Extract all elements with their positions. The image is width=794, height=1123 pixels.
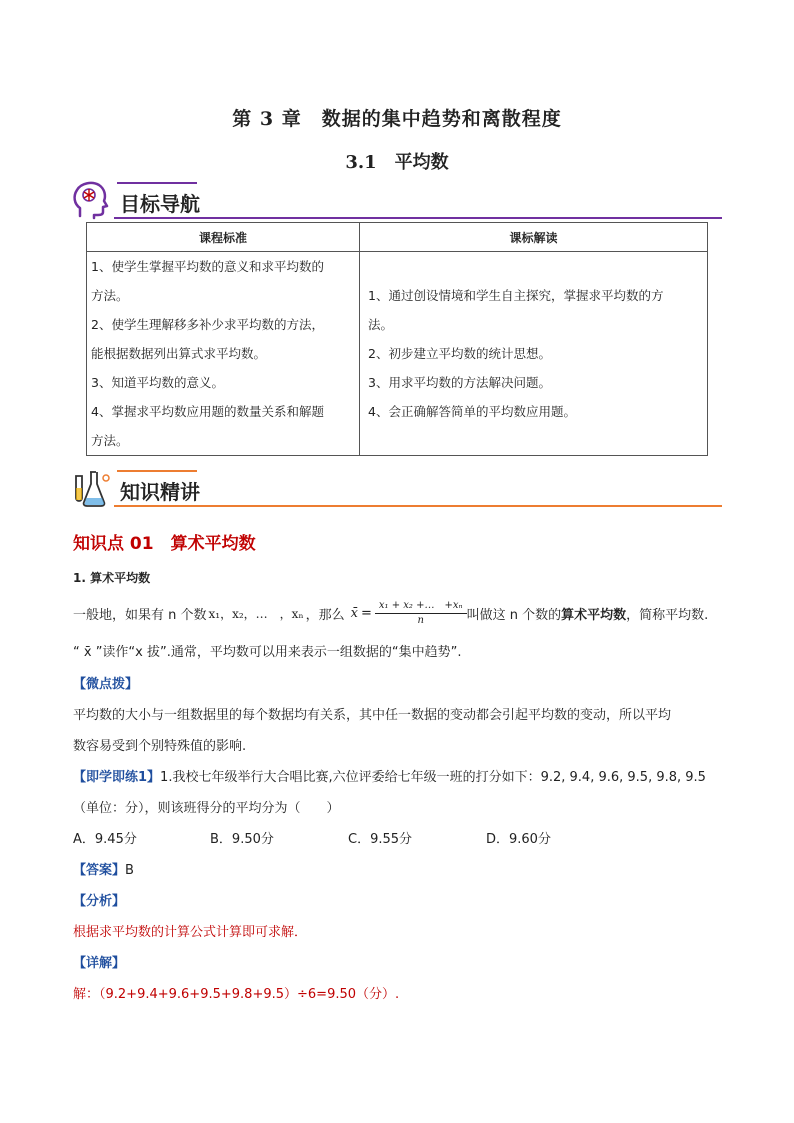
banner-knowledge-title: 知识精讲 xyxy=(120,480,200,504)
definition-line xyxy=(73,598,708,628)
tip-line: 数容易受到个别特殊值的影响. xyxy=(73,739,247,754)
banner-title-line-top xyxy=(117,470,197,472)
definition-list: x₁，x₂，… ，xₙ xyxy=(208,606,304,621)
banner-goal-navigation xyxy=(70,178,722,222)
exercise-question: 1.我校七年级举行大合唱比赛,六位评委给七年级一班的打分如下：9.2, 9.4, 9.6, 9.5, 9.8, 9.5 xyxy=(160,770,706,785)
mean-fraction xyxy=(375,599,467,628)
definition-prefix: 一般地，如果有 n 个数 xyxy=(73,607,207,623)
standard-line: 3、知道平均数的意义。 xyxy=(91,375,224,390)
option-d[interactable]: D．9.60分 xyxy=(486,832,551,847)
interpretation-line: 2、初步建立平均数的统计思想。 xyxy=(368,346,551,361)
table-header-interpretation: 课标解读 xyxy=(360,223,708,252)
definition-list-tail: ，那么 xyxy=(305,607,345,623)
subheading: 1. 算术平均数 xyxy=(73,571,151,585)
standard-line: 2、使学生理解移多补少求平均数的方法， xyxy=(91,317,324,332)
equals-sign: = xyxy=(361,605,372,621)
exercise-line-1 xyxy=(73,766,706,785)
interpretation-line: 1、通过创设情境和学生自主探究，掌握求平均数的方 xyxy=(368,288,664,303)
chapter-title: 第 3 章 数据的集中趋势和离散程度 xyxy=(232,108,562,130)
exercise-label: 【即学即练1】 xyxy=(73,770,161,785)
standard-line: 4、掌握求平均数应用题的数量关系和解题 xyxy=(91,404,324,419)
banner-underline xyxy=(114,217,722,219)
standard-line: 方法。 xyxy=(91,288,129,303)
knowledge-point-title: 知识点 01 算术平均数 xyxy=(73,534,256,554)
definition-suffix-b: ，简称平均数. xyxy=(626,607,709,623)
answer-value: B xyxy=(125,863,134,878)
table-cell-interpretation xyxy=(360,252,708,456)
brain-head-icon xyxy=(70,180,112,220)
fraction-numerator: x₁ + x₂ +… +xₙ xyxy=(375,599,467,614)
banner-title-line-top xyxy=(117,182,197,184)
table-header-standard: 课程标准 xyxy=(87,223,360,252)
banner-knowledge xyxy=(70,466,722,510)
tip-label: 【微点拨】 xyxy=(73,677,139,692)
answer-line xyxy=(73,859,134,878)
detail-text: 解：（9.2+9.4+9.6+9.5+9.8+9.5）÷6=9.50（分）. xyxy=(73,987,400,1002)
tip-line: 平均数的大小与一组数据里的每个数据均有关系，其中任一数据的变动都会引起平均数的变动，所以平均 xyxy=(73,708,672,723)
section-title: 3.1 平均数 xyxy=(345,152,449,173)
reading-note: “ x̄ ”读作“x 拔”.通常，平均数可以用来表示一组数据的“集中趋势”. xyxy=(73,645,462,660)
table-cell-standard xyxy=(87,252,360,456)
standard-line: 1、使学生掌握平均数的意义和求平均数的 xyxy=(91,259,324,274)
fraction-denominator: n xyxy=(417,614,424,626)
xbar-symbol: x̄ xyxy=(350,605,358,621)
flask-icon xyxy=(70,468,112,508)
standard-line: 方法。 xyxy=(91,433,129,448)
banner-underline xyxy=(114,505,722,507)
curriculum-table xyxy=(86,222,708,456)
option-a[interactable]: A．9.45分 xyxy=(73,832,137,847)
option-c[interactable]: C．9.55分 xyxy=(348,832,413,847)
banner-goal-title: 目标导航 xyxy=(120,192,200,216)
detail-label: 【详解】 xyxy=(73,956,126,971)
option-b[interactable]: B．9.50分 xyxy=(210,832,274,847)
exercise-line-2: （单位：分），则该班得分的平均分为（ ） xyxy=(73,801,340,816)
interpretation-line: 3、用求平均数的方法解决问题。 xyxy=(368,375,551,390)
answer-label: 【答案】 xyxy=(73,863,126,878)
analysis-text: 根据求平均数的计算公式计算即可求解． xyxy=(73,925,308,940)
interpretation-line: 法。 xyxy=(368,317,394,332)
standard-line: 能根据数据列出算式求平均数。 xyxy=(91,346,267,361)
interpretation-line: 4、会正确解答简单的平均数应用题。 xyxy=(368,404,576,419)
definition-suffix-a: 叫做这 n 个数的 xyxy=(466,607,562,623)
analysis-label: 【分析】 xyxy=(73,894,126,909)
definition-term: 算术平均数 xyxy=(561,607,627,623)
